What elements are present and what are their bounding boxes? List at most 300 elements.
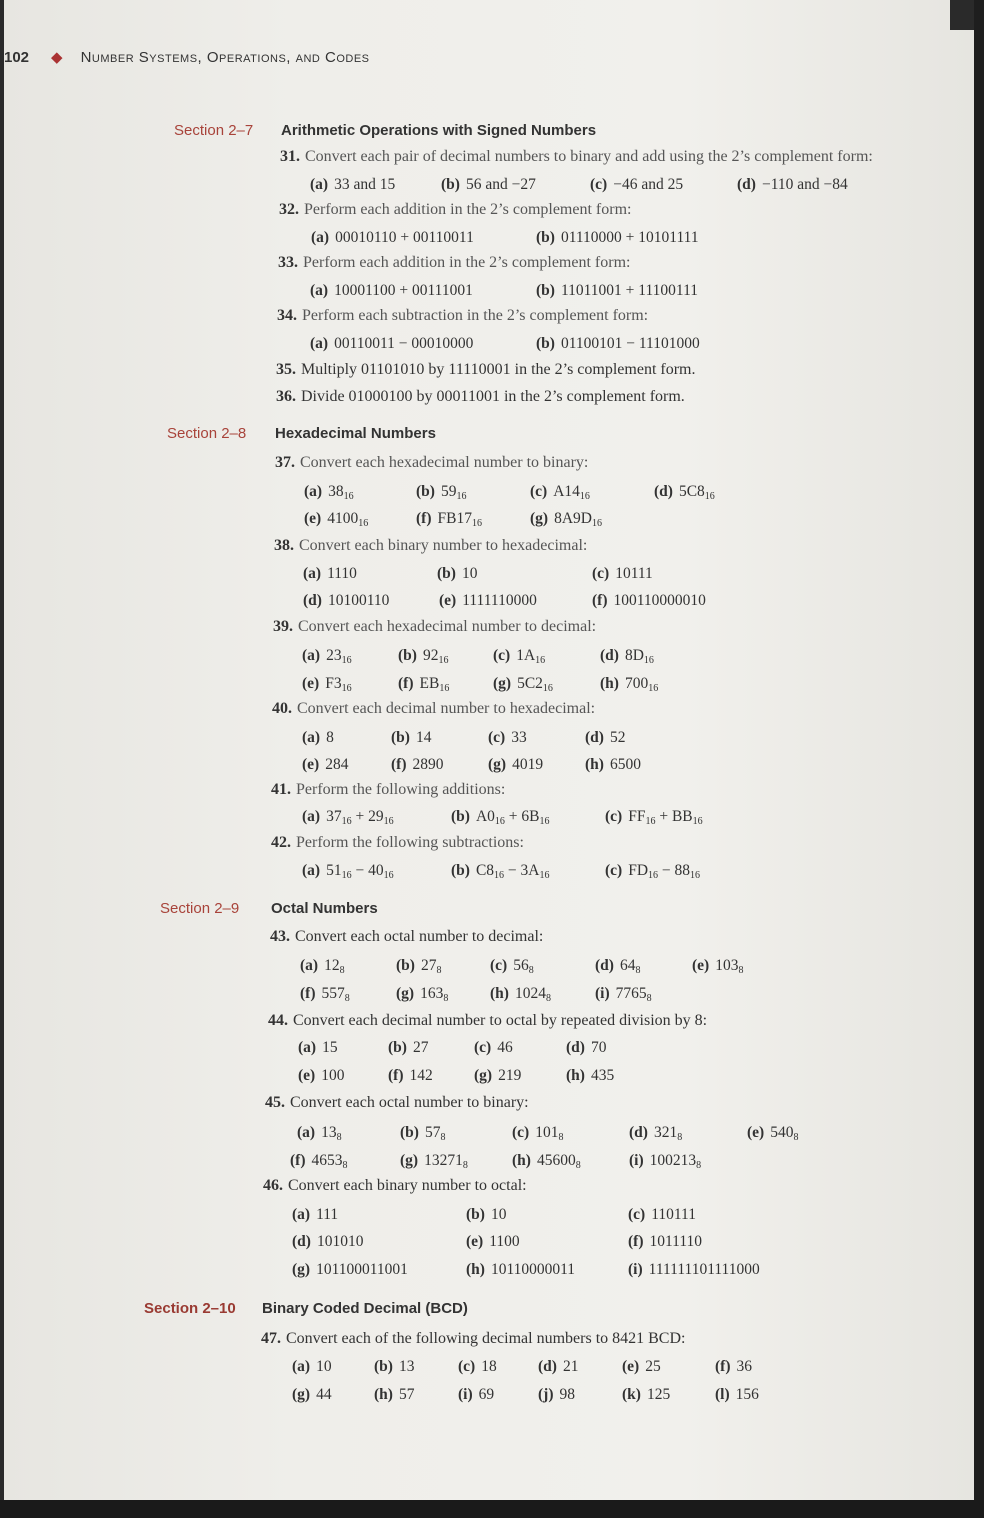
base-subscript: 16 — [439, 683, 450, 694]
p39-item — [600, 675, 658, 694]
item-label: (e) — [439, 592, 457, 609]
item-value: 10 — [461, 565, 478, 582]
base-subscript: 16 — [358, 518, 369, 529]
p39-item — [493, 675, 553, 694]
p46-item — [466, 1233, 520, 1251]
item-label: (e) — [622, 1358, 640, 1375]
p44-item — [298, 1067, 344, 1085]
item-label: (g) — [400, 1152, 419, 1169]
p46-item — [292, 1261, 408, 1279]
p31-item — [310, 176, 395, 194]
p44-item — [474, 1039, 513, 1057]
base-subscript: 8 — [635, 965, 641, 976]
operand: FD — [628, 862, 649, 879]
p45-item — [400, 1152, 468, 1171]
base-subscript: 8 — [342, 1160, 348, 1171]
item-value: 23 — [326, 647, 342, 664]
item-label: (f) — [290, 1152, 306, 1169]
item-value: 01110000 + 10101111 — [560, 229, 699, 246]
item-label: (b) — [416, 483, 435, 500]
item-label: (b) — [451, 862, 470, 879]
p45-item — [290, 1152, 348, 1171]
p44-item — [566, 1039, 606, 1057]
item-value: 1A — [516, 647, 536, 664]
operand: 88 — [674, 862, 691, 879]
p47-item — [292, 1358, 332, 1376]
p47-item — [715, 1386, 759, 1404]
item-label: (g) — [530, 510, 549, 527]
item-label: (e) — [302, 756, 320, 773]
item-value: 100 — [321, 1067, 345, 1084]
item-label: (c) — [590, 176, 608, 193]
p46-item — [292, 1206, 338, 1224]
item-label: (b) — [400, 1124, 419, 1141]
item-label: (f) — [628, 1233, 644, 1250]
p47-item — [622, 1386, 670, 1404]
item-value: 1100 — [489, 1233, 520, 1250]
item-value: 100110000010 — [613, 592, 706, 609]
item-value: 70 — [590, 1039, 607, 1056]
p42-item — [302, 862, 394, 881]
item-value: 14 — [415, 729, 432, 746]
item-value: 540 — [770, 1124, 794, 1141]
item-label: (a) — [310, 176, 329, 193]
section-title: Octal Numbers — [271, 900, 378, 917]
item-label: (f) — [715, 1358, 731, 1375]
base-subscript: 8 — [575, 1160, 581, 1171]
item-label: (c) — [592, 565, 610, 582]
section-title: Hexadecimal Numbers — [275, 425, 436, 442]
p43-item — [692, 957, 743, 976]
p46-item — [466, 1206, 506, 1224]
operator: − — [351, 862, 369, 879]
item-label: (c) — [605, 862, 623, 879]
operand: 29 — [368, 808, 384, 825]
item-label: (a) — [310, 335, 329, 352]
item-label: (i) — [629, 1152, 644, 1169]
item-label: (f) — [416, 510, 432, 527]
base-subscript: 16 — [343, 491, 354, 502]
item-label: (b) — [536, 229, 555, 246]
item-value: 18 — [481, 1358, 497, 1375]
base-subscript: 16 — [591, 518, 602, 529]
p43-item — [300, 957, 345, 976]
item-value: 46 — [497, 1039, 513, 1056]
item-value: 125 — [646, 1386, 671, 1403]
base-subscript: 16 — [341, 655, 352, 666]
item-label: (d) — [566, 1039, 585, 1056]
base-subscript: 16 — [341, 683, 352, 694]
item-label: (b) — [536, 335, 555, 352]
base-subscript: 16 — [692, 816, 703, 827]
item-label: (a) — [292, 1206, 311, 1223]
item-value: EB — [419, 675, 440, 692]
item-label: (e) — [304, 510, 322, 527]
p37-item — [304, 510, 368, 529]
p37-item — [530, 510, 602, 529]
item-label: (l) — [715, 1386, 730, 1403]
base-subscript: 16 — [643, 655, 654, 666]
item-value: 15 — [322, 1039, 338, 1056]
p43-item — [300, 985, 350, 1004]
p37-item — [654, 483, 715, 502]
item-label: (f) — [592, 592, 608, 609]
item-value: 10 — [316, 1358, 332, 1375]
p37-item — [304, 483, 354, 502]
item-label: (c) — [488, 729, 506, 746]
item-value: A14 — [553, 483, 580, 500]
p40-item — [488, 729, 527, 747]
p46-item — [628, 1206, 696, 1224]
p31-item — [737, 176, 848, 194]
base-subscript: 8 — [339, 965, 345, 976]
item-value: 38 — [328, 483, 344, 500]
p38-item — [592, 565, 653, 583]
item-value: 11011001 + 11100111 — [560, 282, 698, 299]
item-label: (d) — [585, 729, 604, 746]
p38-item — [592, 592, 706, 610]
p46-item — [628, 1233, 702, 1251]
p39-item — [302, 647, 352, 666]
base-subscript: 16 — [542, 683, 553, 694]
item-value: −110 and −84 — [761, 176, 848, 193]
item-value: 7765 — [615, 985, 647, 1002]
operand: 37 — [326, 808, 342, 825]
item-label: (d) — [292, 1233, 311, 1250]
p45-item — [297, 1124, 342, 1143]
problem-31: 31. Convert each pair of decimal numbers to binary and add using the 2’s complement form: — [280, 148, 873, 165]
problem-37: 37. Convert each hexadecimal number to binary: — [275, 454, 589, 471]
item-label: (c) — [605, 808, 623, 825]
item-label: (d) — [737, 176, 756, 193]
item-value: 1110 — [327, 565, 357, 582]
item-value: 4653 — [311, 1152, 343, 1169]
item-value: 142 — [409, 1067, 433, 1084]
p33-item — [310, 282, 473, 300]
p43-item — [396, 957, 441, 976]
base-subscript: 8 — [440, 1132, 446, 1143]
base-subscript: 8 — [677, 1132, 683, 1143]
p44-item — [388, 1067, 433, 1085]
p47-item — [538, 1358, 578, 1376]
item-label: (g) — [488, 756, 507, 773]
item-label: (h) — [512, 1152, 531, 1169]
base-subscript: 16 — [648, 683, 659, 694]
item-label: (i) — [595, 985, 610, 1002]
item-value: −46 and 25 — [613, 176, 684, 193]
item-value: 33 and 15 — [334, 176, 396, 193]
p47-item — [458, 1386, 494, 1404]
problem-32: 32. Perform each addition in the 2’s complement form: — [279, 201, 632, 218]
p33-item — [536, 282, 698, 300]
item-value: 25 — [645, 1358, 661, 1375]
item-value: 101 — [535, 1124, 559, 1141]
item-value: 10111 — [615, 565, 653, 582]
item-value: 1024 — [514, 985, 546, 1002]
item-value: 13 — [398, 1358, 415, 1375]
item-label: (a) — [297, 1124, 316, 1141]
item-label: (d) — [600, 647, 619, 664]
p44-item — [566, 1067, 614, 1085]
problem-43: 43. Convert each octal number to decimal: — [270, 928, 544, 945]
base-subscript: 8 — [344, 993, 350, 1004]
header-bullet: ◆ — [51, 49, 63, 66]
p39-item — [398, 647, 448, 666]
running-title: Number Systems, Operations, and Codes — [80, 49, 370, 66]
p45-item — [512, 1124, 563, 1143]
operator: + — [655, 808, 672, 825]
operand: 40 — [368, 862, 384, 879]
item-value: 27 — [412, 1039, 429, 1056]
p46-item — [466, 1261, 575, 1279]
p47-item — [292, 1386, 332, 1404]
item-label: (a) — [300, 957, 319, 974]
item-label: (d) — [654, 483, 673, 500]
item-value: 33 — [511, 729, 527, 746]
base-subscript: 16 — [438, 655, 449, 666]
item-value: 8A9D — [554, 510, 592, 527]
item-value: FB17 — [437, 510, 472, 527]
p41-item — [451, 808, 550, 827]
base-subscript: 16 — [456, 491, 467, 502]
item-label: (b) — [391, 729, 410, 746]
item-label: (c) — [628, 1206, 646, 1223]
p41-item — [302, 808, 394, 827]
problem-39: 39. Convert each hexadecimal number to decimal: — [273, 618, 597, 635]
item-label: (g) — [292, 1261, 311, 1278]
item-label: (e) — [298, 1067, 316, 1084]
item-value: 57 — [424, 1124, 441, 1141]
p40-item — [488, 756, 543, 774]
item-label: (a) — [302, 808, 321, 825]
p39-item — [600, 647, 654, 666]
item-label: (b) — [398, 647, 417, 664]
item-label: (b) — [536, 282, 555, 299]
p45-item — [629, 1152, 701, 1171]
problem-44: 44. Convert each decimal number to octal by repeated division by 8: — [268, 1012, 708, 1029]
p39-item — [398, 675, 449, 694]
problem-38: 38. Convert each binary number to hexadecimal: — [274, 537, 588, 554]
item-value: 435 — [590, 1067, 615, 1084]
item-value: 27 — [420, 957, 437, 974]
operand: 3A — [520, 862, 540, 879]
problem-45: 45. Convert each octal number to binary: — [265, 1094, 529, 1111]
base-subscript: 8 — [436, 965, 442, 976]
p44-item — [388, 1039, 428, 1057]
item-label: (a) — [298, 1039, 317, 1056]
item-label: (a) — [302, 862, 321, 879]
item-label: (c) — [530, 483, 548, 500]
problem-40: 40. Convert each decimal number to hexadecimal: — [272, 700, 596, 717]
item-label: (b) — [437, 565, 456, 582]
p47-item — [622, 1358, 661, 1376]
item-value: 8 — [326, 729, 334, 746]
item-label: (h) — [466, 1261, 485, 1278]
item-value: 8D — [624, 647, 644, 664]
item-value: 56 and −27 — [465, 176, 536, 193]
base-subscript: 16 — [383, 870, 394, 881]
p37-item — [530, 483, 590, 502]
p31-item — [441, 176, 536, 194]
item-value: 98 — [559, 1386, 575, 1403]
item-label: (b) — [374, 1358, 393, 1375]
section-label: Section 2–7 — [174, 122, 254, 139]
operator: − — [658, 862, 675, 879]
page-number: 102 — [4, 49, 30, 66]
item-value: 2890 — [412, 756, 444, 773]
item-label: (k) — [622, 1386, 641, 1403]
operand: 51 — [326, 862, 342, 879]
problem-41: 41. Perform the following additions: — [271, 781, 506, 798]
item-label: (f) — [398, 675, 414, 692]
item-label: (a) — [292, 1358, 311, 1375]
base-subscript: 8 — [462, 1160, 468, 1171]
item-label: (b) — [441, 176, 460, 193]
p40-item — [585, 756, 641, 774]
item-value: 111111101111000 — [648, 1261, 760, 1278]
item-label: (h) — [490, 985, 509, 1002]
item-value: 00110011 − 00010000 — [334, 335, 474, 352]
item-label: (d) — [629, 1124, 648, 1141]
item-label: (j) — [538, 1386, 554, 1403]
item-value: 64 — [619, 957, 636, 974]
item-label: (g) — [474, 1067, 493, 1084]
item-value: 4100 — [327, 510, 359, 527]
operand: 6B — [521, 808, 540, 825]
item-value: 10110000011 — [490, 1261, 576, 1278]
p47-item — [374, 1358, 414, 1376]
p47-item — [374, 1386, 414, 1404]
item-value: 45600 — [536, 1152, 576, 1169]
item-value: 5C2 — [517, 675, 543, 692]
p38-item — [439, 592, 537, 610]
item-value: 6500 — [609, 756, 641, 773]
base-subscript: 8 — [738, 965, 744, 976]
item-value: 111 — [316, 1206, 339, 1223]
p40-item — [302, 729, 334, 747]
item-value: 10001100 + 00111001 — [334, 282, 473, 299]
p43-item — [396, 985, 448, 1004]
p40-item — [302, 756, 348, 774]
item-label: (a) — [303, 565, 322, 582]
item-value: 10100110 — [327, 592, 390, 609]
item-label: (g) — [493, 675, 512, 692]
item-value: 52 — [609, 729, 626, 746]
p44-item — [474, 1067, 521, 1085]
p44-item — [298, 1039, 338, 1057]
base-subscript: 8 — [545, 993, 551, 1004]
section-label: Section 2–9 — [160, 900, 240, 917]
p40-item — [391, 729, 431, 747]
item-label: (b) — [466, 1206, 485, 1223]
item-label: (d) — [595, 957, 614, 974]
item-value: 163 — [420, 985, 444, 1002]
p46-item — [628, 1261, 760, 1279]
item-value: 1011110 — [649, 1233, 703, 1250]
section-label: Section 2–8 — [167, 425, 247, 442]
p42-item — [451, 862, 550, 881]
page-edge-bottom — [0, 1500, 984, 1518]
item-value: 700 — [624, 675, 649, 692]
p34-item — [310, 335, 473, 353]
base-subscript: 16 — [648, 870, 659, 881]
section-title: Arithmetic Operations with Signed Numbers — [281, 122, 597, 139]
item-label: (b) — [451, 808, 470, 825]
item-label: (i) — [628, 1261, 643, 1278]
p45-item — [400, 1124, 445, 1143]
base-subscript: 16 — [690, 870, 701, 881]
item-label: (c) — [474, 1039, 492, 1056]
item-label: (f) — [391, 756, 407, 773]
item-label: (e) — [302, 675, 320, 692]
base-subscript: 8 — [646, 993, 652, 1004]
item-label: (e) — [466, 1233, 484, 1250]
item-value: 36 — [736, 1358, 752, 1375]
item-label: (h) — [374, 1386, 393, 1403]
item-value: 4019 — [512, 756, 544, 773]
item-label: (c) — [458, 1358, 476, 1375]
p40-item — [391, 756, 444, 774]
item-label: (e) — [692, 957, 710, 974]
base-subscript: 16 — [704, 491, 715, 502]
p38-item — [303, 592, 389, 610]
item-value: 92 — [422, 647, 439, 664]
operand: A0 — [475, 808, 495, 825]
item-label: (d) — [538, 1358, 557, 1375]
base-subscript: 16 — [471, 518, 482, 529]
item-label: (h) — [600, 675, 619, 692]
item-value: 219 — [498, 1067, 522, 1084]
item-label: (e) — [747, 1124, 765, 1141]
section-title: Binary Coded Decimal (BCD) — [262, 1300, 468, 1317]
base-subscript: 8 — [558, 1132, 564, 1143]
item-label: (c) — [493, 647, 511, 664]
p38-item — [303, 565, 357, 583]
item-label: (a) — [310, 282, 329, 299]
item-value: F3 — [325, 675, 342, 692]
item-label: (h) — [566, 1067, 585, 1084]
p47-item — [715, 1358, 752, 1376]
item-value: 321 — [653, 1124, 678, 1141]
base-subscript: 8 — [696, 1160, 702, 1171]
problem-34: 34. Perform each subtraction in the 2’s complement form: — [277, 307, 649, 324]
p43-item — [490, 957, 534, 976]
item-value: 44 — [316, 1386, 332, 1403]
section-label: Section 2–10 — [144, 1300, 236, 1317]
p40-item — [585, 729, 625, 747]
operator: + — [351, 808, 369, 825]
item-label: (i) — [458, 1386, 473, 1403]
item-label: (c) — [490, 957, 508, 974]
base-subscript: 16 — [539, 816, 550, 827]
operand: BB — [671, 808, 693, 825]
item-value: 284 — [325, 756, 349, 773]
item-label: (g) — [396, 985, 415, 1002]
p38-item — [437, 565, 477, 583]
item-label: (d) — [303, 592, 322, 609]
item-value: 00010110 + 00110011 — [335, 229, 474, 246]
problem-47: 47. Convert each of the following decimal numbers to 8421 BCD: — [261, 1330, 686, 1347]
problem-46: 46. Convert each binary number to octal: — [263, 1177, 527, 1194]
base-subscript: 16 — [341, 816, 352, 827]
problem-36: 36. Divide 01000100 by 00011001 in the 2’s complement form. — [276, 388, 685, 405]
base-subscript: 16 — [494, 816, 505, 827]
p37-item — [416, 510, 482, 529]
item-label: (a) — [302, 647, 321, 664]
running-header — [4, 48, 370, 66]
item-value: 21 — [562, 1358, 579, 1375]
p31-item — [590, 176, 683, 194]
